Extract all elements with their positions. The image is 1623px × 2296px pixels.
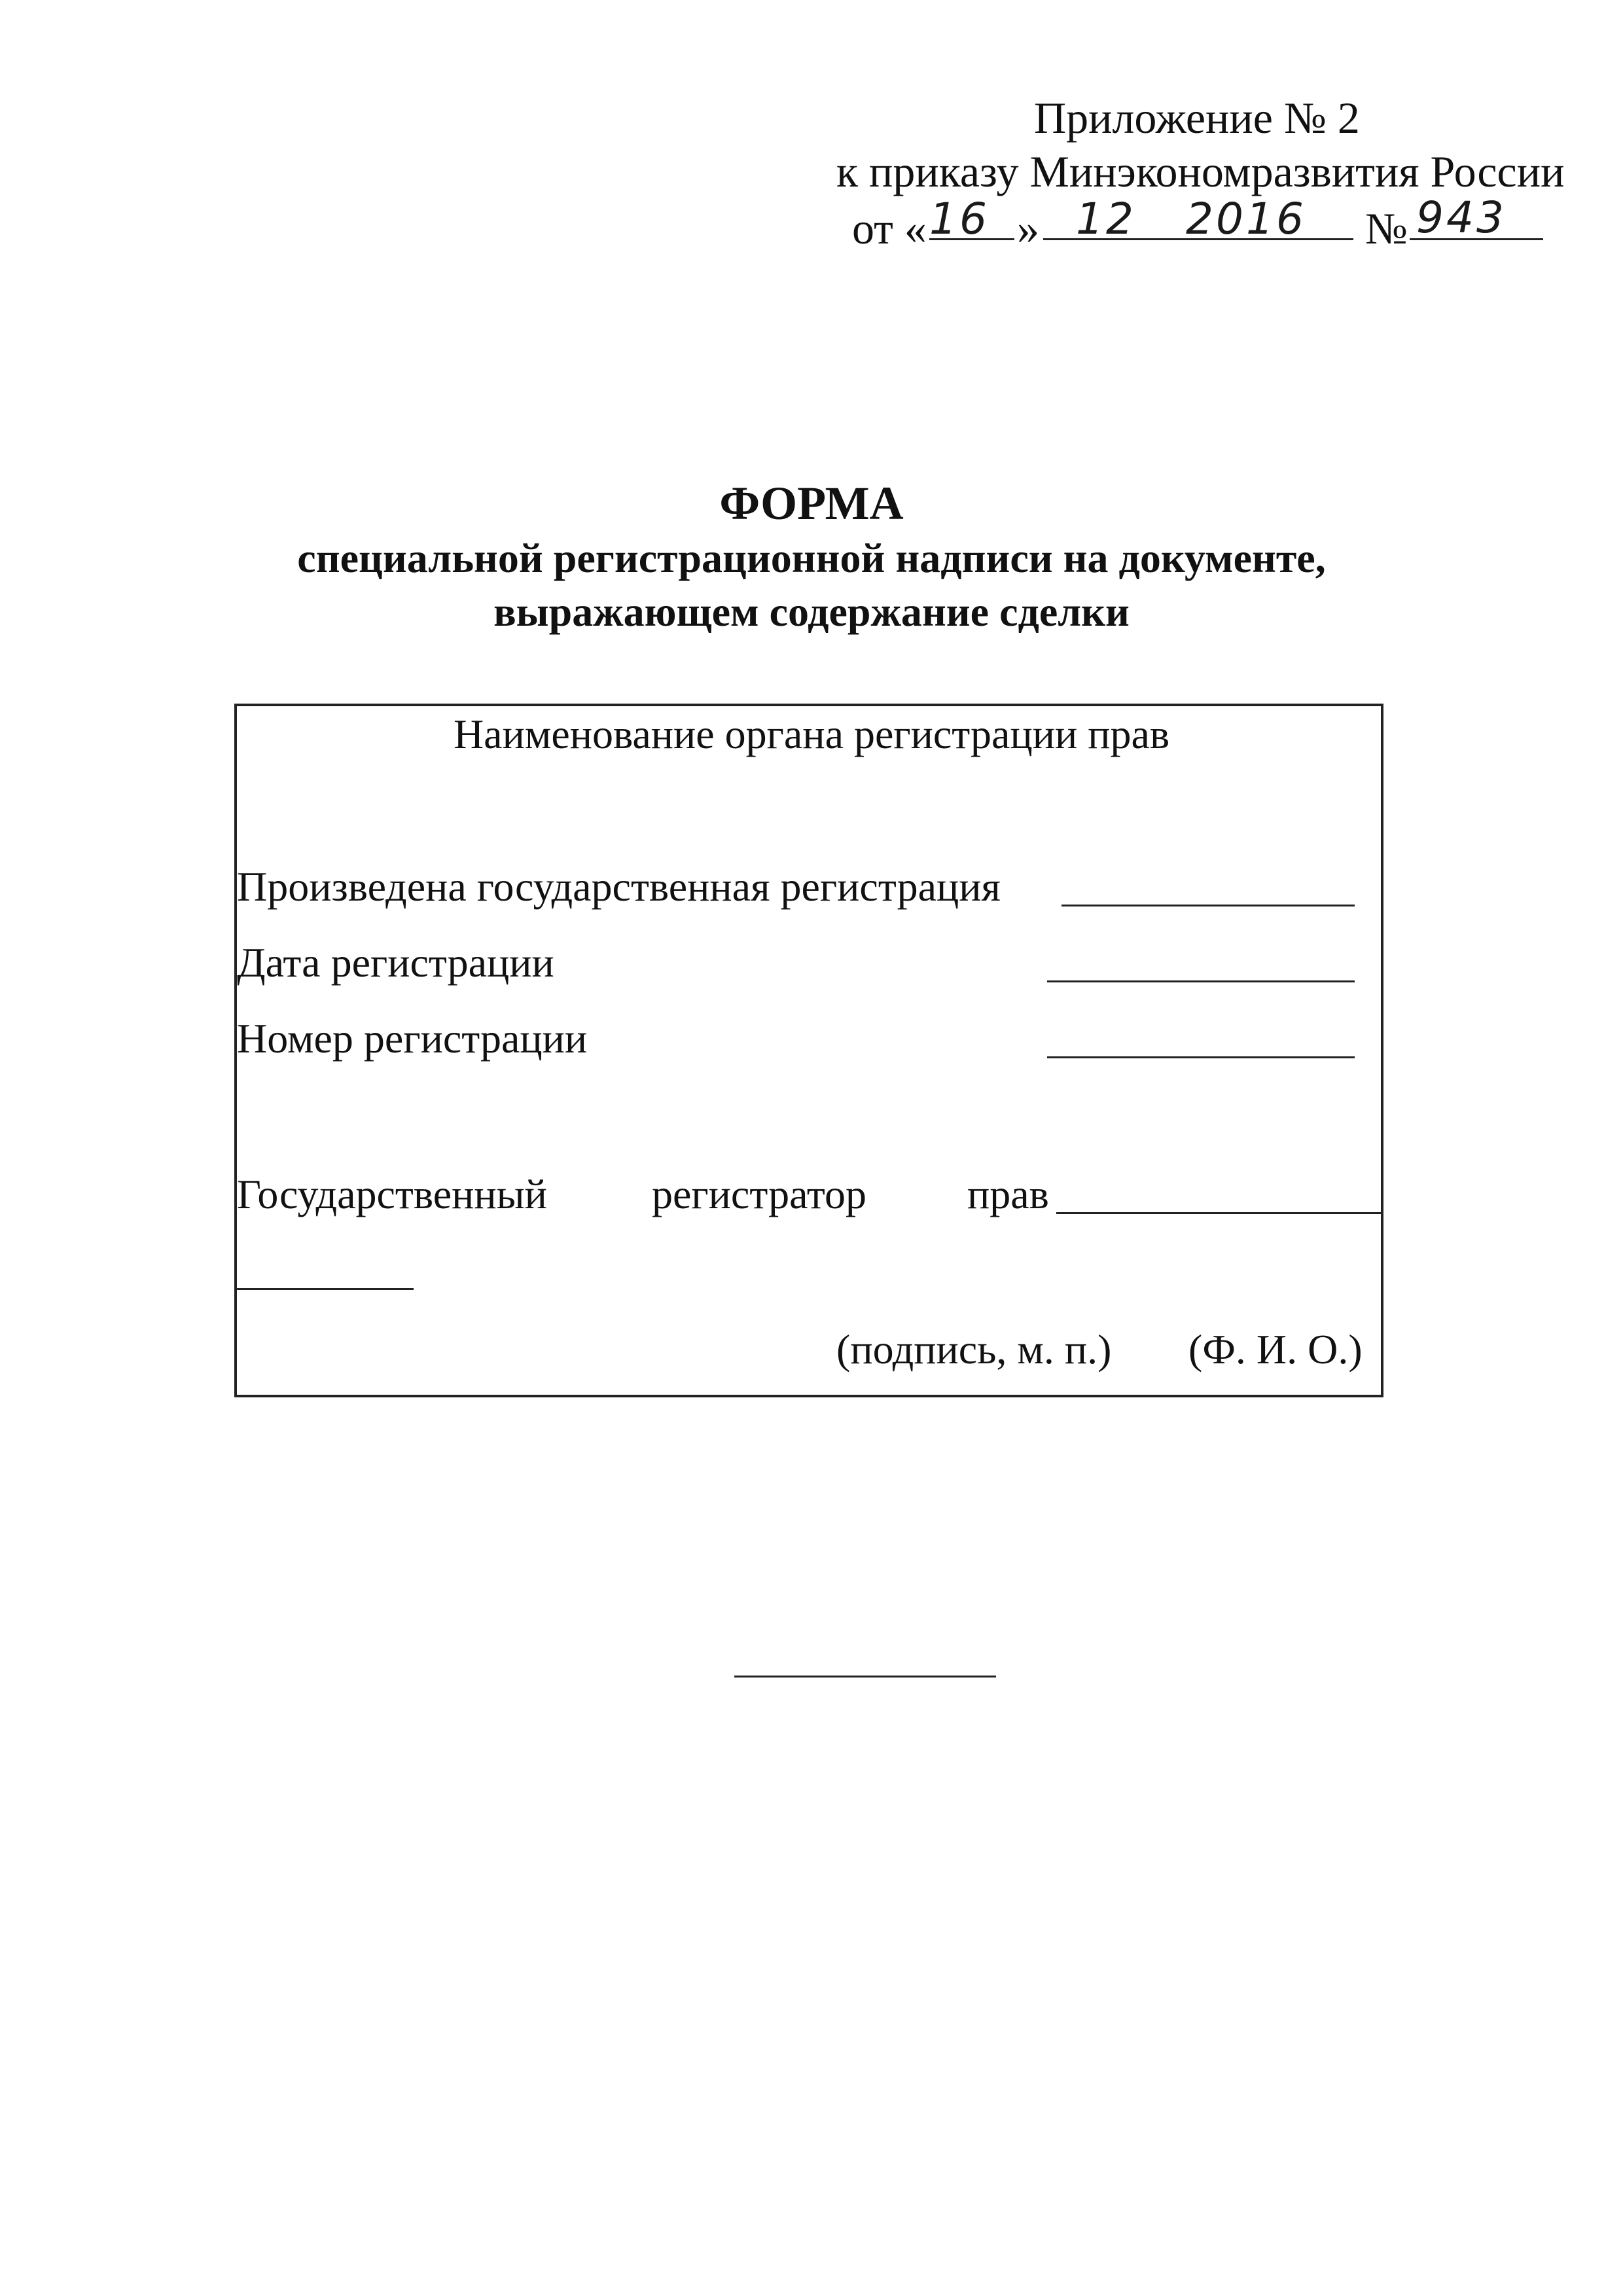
registrar-word-registrar: регистратор <box>652 1171 866 1217</box>
date-prefix: от « <box>852 204 927 253</box>
appendix-label: Приложение № 2 <box>1034 93 1360 143</box>
number-underline <box>1410 238 1543 240</box>
order-date-line <box>852 192 1546 253</box>
end-of-document-rule <box>734 1676 996 1677</box>
form-title: ФОРМА <box>719 477 904 529</box>
handwritten-year: 2016 <box>1186 194 1306 244</box>
order-reference: к приказу Минэкономразвития России <box>836 147 1565 196</box>
handwritten-day: 16 <box>929 194 990 244</box>
authority-name-label: Наименование органа регистрации прав <box>453 711 1170 757</box>
registration-date-label: Дата регистрации <box>237 939 554 986</box>
date-close-quote: » <box>1017 204 1039 253</box>
form-subtitle-line2: выражающем содержание сделки <box>493 588 1130 635</box>
day-underline <box>929 238 1014 240</box>
handwritten-number: 943 <box>1416 192 1507 243</box>
form-subtitle-line1: специальной регистрационной надписи на документе, <box>297 535 1326 581</box>
registration-number-label: Номер регистрации <box>237 1015 588 1062</box>
registrar-blank-line2 <box>237 1288 414 1290</box>
state-registration-label: Произведена государственная регистрация <box>237 863 1001 910</box>
registration-number-blank <box>1047 1056 1355 1058</box>
number-prefix: № <box>1365 204 1408 253</box>
registrar-word-state: Государственный <box>237 1171 547 1217</box>
signature-caption: (подпись, м. п.) <box>836 1326 1112 1372</box>
fio-caption: (Ф. И. О.) <box>1188 1326 1363 1372</box>
registrar-blank-line1 <box>1056 1212 1383 1214</box>
month-year-underline <box>1043 238 1353 240</box>
registrar-word-rights: прав <box>967 1171 1049 1217</box>
state-registration-blank <box>1061 905 1355 906</box>
registration-date-blank <box>1047 980 1355 982</box>
handwritten-month: 12 <box>1076 194 1136 244</box>
